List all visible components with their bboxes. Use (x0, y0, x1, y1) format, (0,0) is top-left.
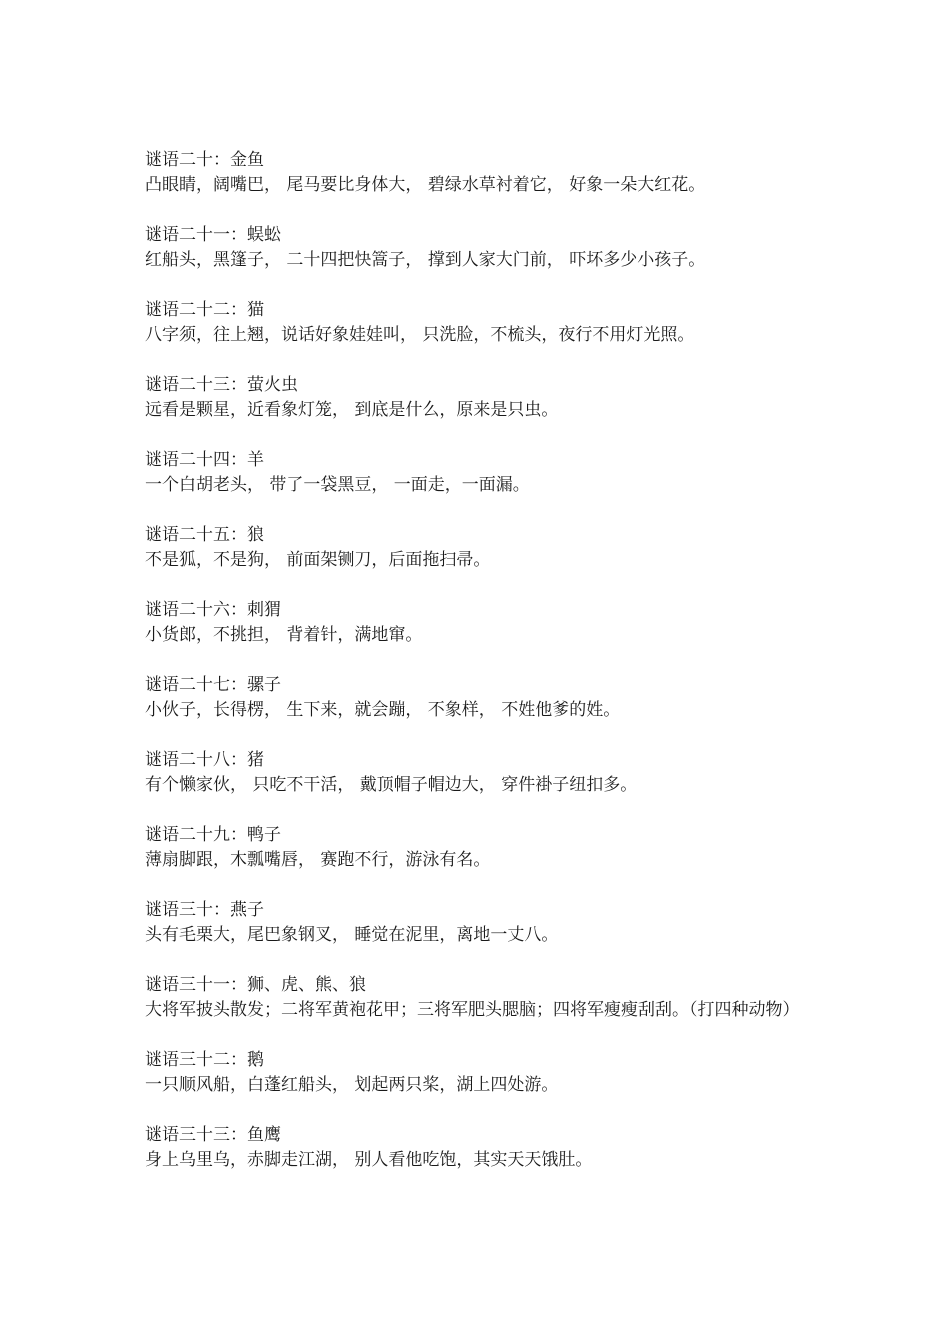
riddle-text: 八字须，往上翘，说话好象娃娃叫， 只洗脸，不梳头，夜行不用灯光照。 (145, 325, 695, 345)
riddle-title: 谜语二十一：蜈蚣 (145, 225, 281, 245)
riddle-entry (145, 448, 815, 498)
riddle-entry (145, 298, 815, 348)
riddle-title: 谜语三十：燕子 (145, 900, 264, 920)
riddle-entry (145, 223, 815, 273)
riddle-title: 谜语二十四：羊 (145, 450, 264, 470)
riddle-text: 一个白胡老头， 带了一袋黑豆， 一面走，一面漏。 (145, 475, 530, 495)
riddle-text: 小货郎，不挑担， 背着针，满地窜。 (145, 625, 423, 645)
riddle-entry (145, 673, 815, 723)
riddle-entry (145, 748, 815, 798)
riddle-title: 谜语二十：金鱼 (145, 150, 264, 170)
riddle-entry (145, 1123, 815, 1173)
riddle-title: 谜语二十三：萤火虫 (145, 375, 298, 395)
riddle-title: 谜语二十六：刺猬 (145, 600, 281, 620)
riddle-title: 谜语二十八：猪 (145, 750, 264, 770)
riddle-text: 薄扇脚跟，木瓢嘴唇， 赛跑不行，游泳有名。 (145, 850, 491, 870)
riddle-text: 远看是颗星，近看象灯笼， 到底是什么，原来是只虫。 (145, 400, 559, 420)
riddle-title: 谜语二十九：鸭子 (145, 825, 281, 845)
riddle-text: 大将军披头散发；二将军黄袍花甲；三将军肥头腮脑；四将军瘦瘦刮刮。（打四种动物） (145, 1000, 800, 1020)
riddle-entry (145, 523, 815, 573)
riddle-text: 身上乌里乌，赤脚走江湖， 别人看他吃饱，其实天天饿肚。 (145, 1150, 593, 1170)
riddle-entry (145, 598, 815, 648)
riddle-text: 头有毛栗大，尾巴象钢叉， 睡觉在泥里，离地一丈八。 (145, 925, 559, 945)
riddle-title: 谜语三十二：鹅 (145, 1050, 264, 1070)
riddle-text: 不是狐，不是狗， 前面架铡刀，后面拖扫帚。 (145, 550, 491, 570)
riddle-text: 凸眼睛，阔嘴巴， 尾马要比身体大， 碧绿水草衬着它， 好象一朵大红花。 (145, 175, 706, 195)
riddle-text: 红船头，黑篷子， 二十四把快篙子， 撑到人家大门前， 吓坏多少小孩子。 (145, 250, 706, 270)
riddle-text: 一只顺风船，白蓬红船头， 划起两只桨，湖上四处游。 (145, 1075, 559, 1095)
riddle-title: 谜语二十七：骡子 (145, 675, 281, 695)
riddle-entry (145, 898, 815, 948)
riddle-title: 谜语三十三：鱼鹰 (145, 1125, 281, 1145)
riddle-text: 小伙子，长得楞， 生下来，就会蹦， 不象样， 不姓他爹的姓。 (145, 700, 621, 720)
riddle-text: 有个懒家伙， 只吃不干活， 戴顶帽子帽边大， 穿件褂子纽扣多。 (145, 775, 638, 795)
riddle-title: 谜语二十五：狼 (145, 525, 264, 545)
riddle-title: 谜语二十二：猫 (145, 300, 264, 320)
riddle-list (145, 148, 815, 1198)
riddle-entry (145, 973, 815, 1023)
riddle-title: 谜语三十一：狮、虎、熊、狼 (145, 975, 366, 995)
riddle-entry (145, 1048, 815, 1098)
riddle-entry (145, 373, 815, 423)
riddle-entry (145, 823, 815, 873)
riddle-entry (145, 148, 815, 198)
